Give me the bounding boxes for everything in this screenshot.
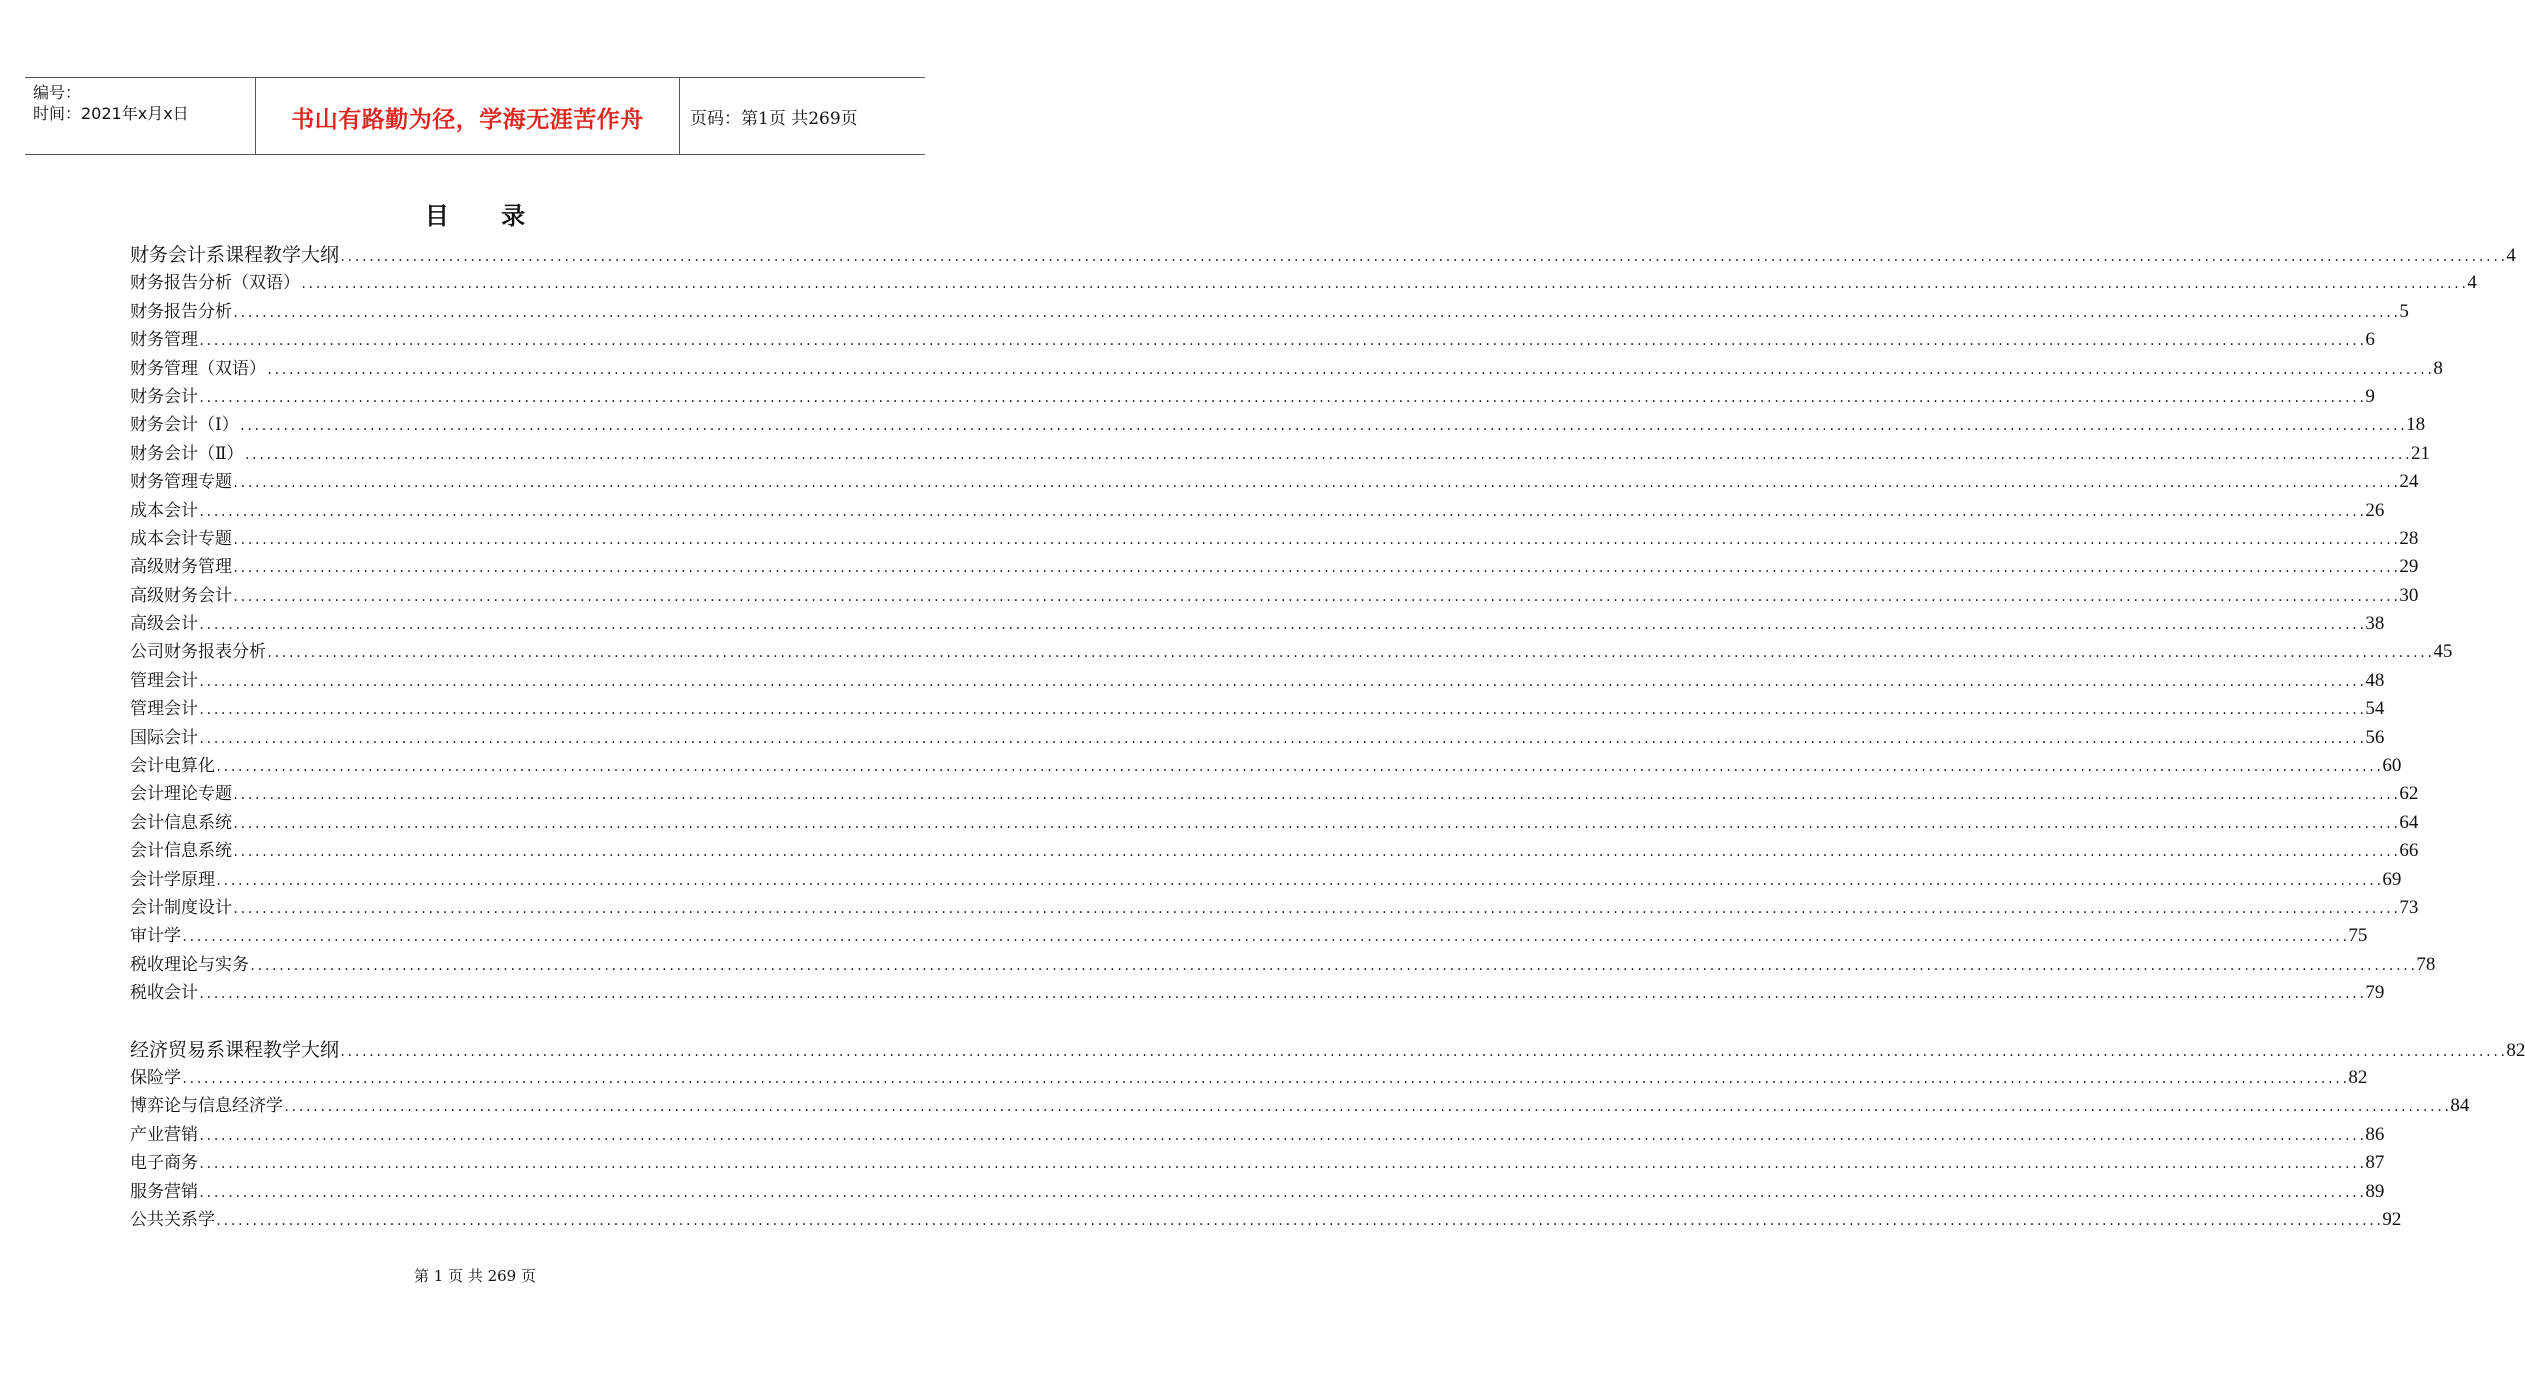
toc-dot-leader: ............................................................................................................................................................................................................................................................................................................ [232,476,2400,491]
page-header [25,78,925,155]
toc-entry-label: 成本会计专题 [130,528,232,549]
toc-dot-leader: ............................................................................................................................................................................................................................................................................................................ [266,362,2434,377]
toc-dot-leader: ............................................................................................................................................................................................................................................................................................................ [232,845,2400,860]
toc-entry-label: 财务管理（双语） [130,358,266,379]
toc-dot-leader: ............................................................................................................................................................................................................................................................................................................ [232,305,2400,320]
toc-entry-page: 8 [2433,357,2443,379]
toc-entry-label: 成本会计 [130,500,198,521]
toc-dot-leader: ............................................................................................................................................................................................................................................................................................................ [238,419,2407,434]
toc-entry-label: 高级会计 [130,614,198,635]
toc-dot-leader: ............................................................................................................................................................................................................................................................................................................ [232,788,2400,803]
toc-entry-label: 税收理论与实务 [130,954,249,975]
toc-entry-page: 24 [2399,471,2419,493]
toc-entry-page: 29 [2399,556,2419,578]
toc-entry[interactable] [130,609,2385,637]
toc-dot-leader: ............................................................................................................................................................................................................................................................................................................ [232,816,2400,831]
toc-dot-leader: ............................................................................................................................................................................................................................................................................................................ [198,1128,2366,1143]
toc-entry[interactable] [130,779,2419,807]
toc-entry-page: 4 [2467,272,2477,294]
toc-entry[interactable] [130,1091,2470,1119]
toc-entry-page: 9 [2365,385,2375,407]
toc-entry-label: 会计学原理 [130,869,215,890]
toc-entry-label: 会计信息系统 [130,812,232,833]
toc-entry-page: 64 [2399,811,2419,833]
toc-dot-leader: ............................................................................................................................................................................................................................................................................................................ [215,1213,2383,1228]
toc-dot-leader: ............................................................................................................................................................................................................................................................................................................ [249,958,2417,973]
toc-entry-label: 高级财务管理 [130,557,232,578]
toc-dot-leader: ............................................................................................................................................................................................................................................................................................................ [198,1185,2366,1200]
toc-entry[interactable] [130,439,2430,467]
toc-dot-leader: ............................................................................................................................................................................................................................................................................................................ [198,674,2366,689]
toc-entry[interactable] [130,1120,2385,1148]
toc-entry[interactable] [130,552,2419,580]
toc-entry[interactable] [130,694,2385,722]
toc-entry[interactable] [130,836,2419,864]
toc-entry-page: 45 [2433,641,2453,663]
toc-entry[interactable] [130,751,2402,779]
toc-dot-leader: ............................................................................................................................................................................................................................................................................................................ [232,532,2400,547]
toc-entry-label: 服务营销 [130,1181,198,1202]
toc-entry-page: 66 [2399,840,2419,862]
toc-entry[interactable] [130,1177,2385,1205]
toc-dot-leader: ............................................................................................................................................................................................................................................................................................................ [283,1100,2451,1115]
toc-entry-page: 69 [2382,868,2402,890]
toc-entry-label: 管理会计 [130,699,198,720]
toc-entry-label: 公司财务报表分析 [130,642,266,663]
toc-entry-page: 86 [2365,1123,2385,1145]
toc-entry[interactable] [130,268,2477,296]
document-time-label: 时间：2021年x月x日 [33,104,189,123]
toc-entry[interactable] [130,893,2419,921]
toc-entry-page: 48 [2365,669,2385,691]
header-motto-cell [255,78,680,154]
toc-entry[interactable] [130,723,2385,751]
toc-dot-leader: ............................................................................................................................................................................................................................................................................................................ [232,589,2400,604]
toc-entry-label: 公共关系学 [130,1209,215,1230]
header-page-info: 页码：第1页 共269页 [690,108,858,129]
toc-dot-leader: ............................................................................................................................................................................................................................................................................................................ [198,390,2366,405]
toc-entry-page: 62 [2399,783,2419,805]
toc-entry-label: 会计理论专题 [130,784,232,805]
toc-dot-leader: ............................................................................................................................................................................................................................................................................................................ [181,1071,2349,1086]
toc-entry-page: 6 [2365,329,2375,351]
toc-entry-label: 财务会计（Ⅱ） [130,443,244,464]
toc-entry-page: 28 [2399,527,2419,549]
toc-dot-leader: ............................................................................................................................................................................................................................................................................................................ [198,987,2366,1002]
toc-entry-page: 82 [2506,1039,2525,1061]
toc-entry-label: 税收会计 [130,983,198,1004]
toc-entry-label: 财务会计系课程教学大纲 [130,244,340,266]
toc-entry-label: 高级财务会计 [130,585,232,606]
toc-entry-page: 26 [2365,499,2385,521]
toc-dot-leader: ............................................................................................................................................................................................................................................................................................................ [266,646,2434,661]
toc-entry-label: 会计制度设计 [130,897,232,918]
document-number-label: 编号： [33,83,82,102]
toc-entry[interactable] [130,1063,2368,1091]
toc-entry-label: 财务会计 [130,386,198,407]
toc-section-heading[interactable] [130,1035,2525,1063]
toc-entry[interactable] [130,808,2419,836]
table-of-contents [130,240,2525,1233]
toc-dot-leader: ............................................................................................................................................................................................................................................................................................................ [232,561,2400,576]
toc-entry-page: 79 [2365,982,2385,1004]
toc-entry[interactable] [130,524,2419,552]
toc-entry-page: 82 [2348,1066,2368,1088]
toc-entry-page: 84 [2450,1095,2470,1117]
toc-dot-leader: ............................................................................................................................................................................................................................................................................................................ [339,250,2507,264]
toc-entry[interactable] [130,865,2402,893]
toc-entry-label: 财务管理专题 [130,472,232,493]
toc-group-trade [130,1035,2525,1234]
toc-section-heading[interactable] [130,240,2516,268]
toc-entry-page: 4 [2506,245,2516,266]
toc-entry-label: 财务管理 [130,330,198,351]
toc-entry-page: 38 [2365,613,2385,635]
toc-entry-page: 54 [2365,698,2385,720]
toc-entry[interactable] [130,382,2375,410]
toc-entry[interactable] [130,921,2368,949]
header-motto: 书山有路勤为径，学海无涯苦作舟 [291,106,644,133]
toc-dot-leader: ............................................................................................................................................................................................................................................................................................................ [198,334,2366,349]
toc-entry[interactable] [130,297,2409,325]
toc-dot-leader: ............................................................................................................................................................................................................................................................................................................ [198,731,2366,746]
toc-entry-label: 产业营销 [130,1124,198,1145]
toc-entry-page: 5 [2399,300,2409,322]
toc-entry-label: 保险学 [130,1067,181,1088]
toc-entry-label: 审计学 [130,926,181,947]
toc-entry-label: 财务报告分析（双语） [130,273,300,294]
toc-entry[interactable] [130,354,2443,382]
toc-dot-leader: ............................................................................................................................................................................................................................................................................................................ [198,703,2366,718]
toc-entry-page: 56 [2365,726,2385,748]
toc-dot-leader: ............................................................................................................................................................................................................................................................................................................ [198,504,2366,519]
page-footer: 第 1 页 共 269 页 [413,1267,536,1285]
toc-entry[interactable] [130,637,2453,665]
toc-dot-leader: ............................................................................................................................................................................................................................................................................................................ [243,447,2411,462]
toc-group-spacer [130,1007,885,1035]
toc-entry[interactable] [130,1148,2385,1176]
toc-entry-page: 78 [2416,953,2436,975]
toc-entry-page: 75 [2348,925,2368,947]
toc-title: 目 录 [424,201,548,230]
toc-entry-page: 87 [2365,1152,2385,1174]
toc-group-finance [130,240,2516,1007]
toc-entry-label: 会计信息系统 [130,841,232,862]
toc-dot-leader: ............................................................................................................................................................................................................................................................................................................ [181,930,2349,945]
toc-entry-page: 89 [2365,1180,2385,1202]
toc-entry-label: 会计电算化 [130,756,215,777]
toc-entry-label: 国际会计 [130,727,198,748]
toc-entry-page: 18 [2406,414,2426,436]
toc-entry[interactable] [130,950,2436,978]
toc-entry[interactable] [130,410,2426,438]
toc-entry-page: 21 [2410,442,2430,464]
toc-entry-page: 60 [2382,755,2402,777]
toc-dot-leader: ............................................................................................................................................................................................................................................................................................................ [198,1157,2366,1172]
toc-dot-leader: ............................................................................................................................................................................................................................................................................................................ [300,277,2468,292]
toc-entry-label: 财务报告分析 [130,301,232,322]
toc-entry-label: 电子商务 [130,1153,198,1174]
toc-entry[interactable] [130,496,2385,524]
toc-dot-leader: ............................................................................................................................................................................................................................................................................................................ [339,1044,2507,1059]
toc-entry-label: 财务会计（Ⅰ） [130,415,239,436]
toc-entry[interactable] [130,666,2385,694]
toc-entry[interactable] [130,467,2419,495]
header-meta [25,78,255,154]
toc-entry-page: 92 [2382,1208,2402,1230]
toc-entry-page: 73 [2399,896,2419,918]
toc-entry[interactable] [130,325,2375,353]
toc-entry[interactable] [130,581,2419,609]
toc-dot-leader: ............................................................................................................................................................................................................................................................................................................ [215,873,2383,888]
toc-entry-page: 30 [2399,584,2419,606]
toc-entry[interactable] [130,1205,2402,1233]
toc-entry-label: 经济贸易系课程教学大纲 [130,1038,340,1061]
toc-dot-leader: ............................................................................................................................................................................................................................................................................................................ [198,618,2366,633]
toc-entry[interactable] [130,978,2385,1006]
toc-entry-label: 博弈论与信息经济学 [130,1096,283,1117]
toc-dot-leader: ............................................................................................................................................................................................................................................................................................................ [215,760,2383,775]
toc-entry-label: 管理会计 [130,670,198,691]
toc-dot-leader: ............................................................................................................................................................................................................................................................................................................ [232,901,2400,916]
